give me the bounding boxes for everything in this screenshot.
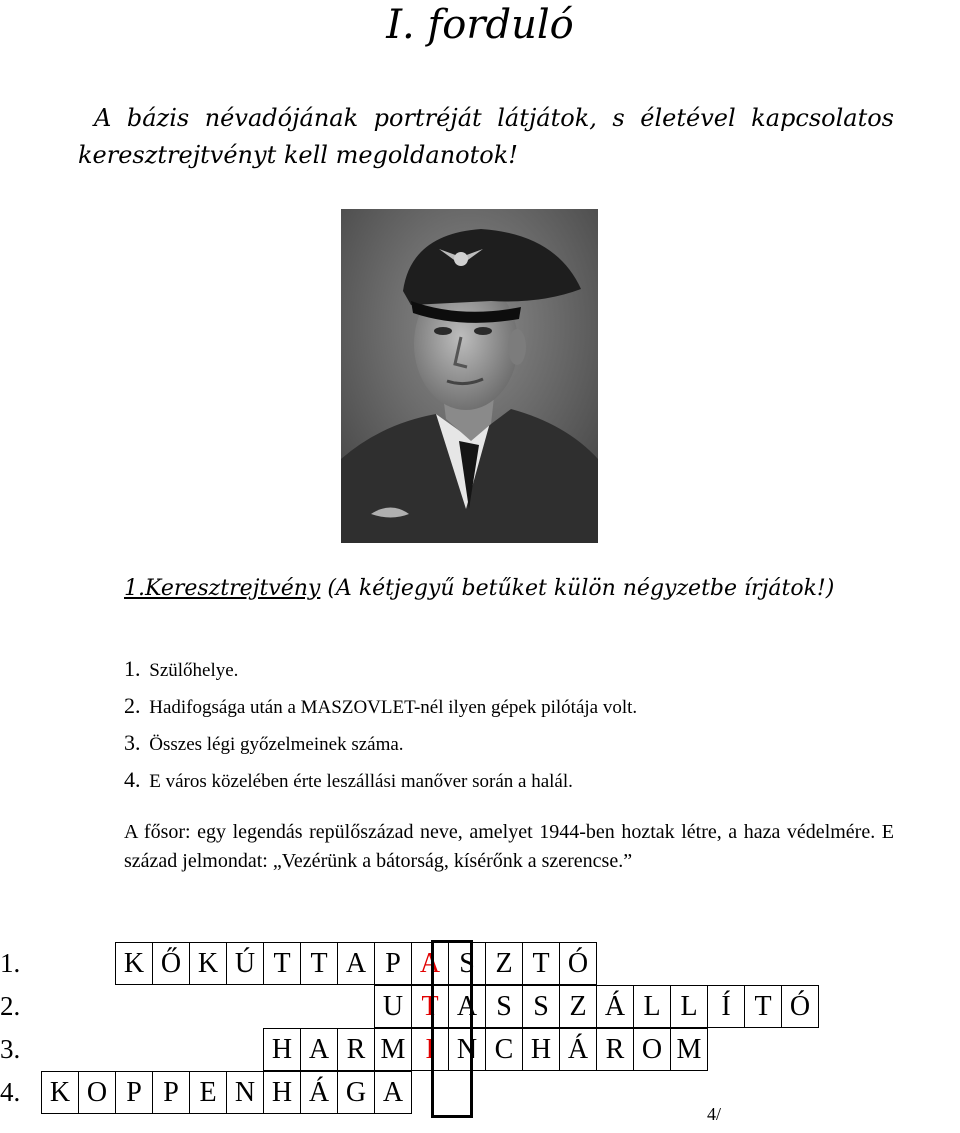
- clue-item: [124, 761, 637, 798]
- crossword-cell[interactable]: P: [152, 1071, 190, 1114]
- crossword-cell[interactable]: S: [485, 985, 523, 1028]
- crossword-heading-label: 1.Keresztrejtvény: [124, 576, 321, 601]
- crossword-cell[interactable]: Ó: [781, 985, 819, 1028]
- crossword-cell[interactable]: Á: [559, 1028, 597, 1071]
- crossword-cell[interactable]: H: [263, 1028, 301, 1071]
- crossword-row-number: 2.: [0, 991, 21, 1021]
- crossword-cell[interactable]: O: [633, 1028, 671, 1071]
- crossword-cell[interactable]: A: [337, 942, 375, 985]
- clue-item: [124, 724, 637, 761]
- crossword-cell[interactable]: S: [448, 942, 486, 985]
- crossword-cell[interactable]: E: [189, 1071, 227, 1114]
- crossword-cell[interactable]: Z: [485, 942, 523, 985]
- crossword-key-cell[interactable]: A: [411, 942, 449, 985]
- crossword-cell[interactable]: Á: [300, 1071, 338, 1114]
- clue-number: 4.: [124, 767, 141, 792]
- clue-number: 3.: [124, 730, 141, 755]
- crossword-cell[interactable]: L: [633, 985, 671, 1028]
- crossword-cell[interactable]: M: [670, 1028, 708, 1071]
- crossword-cell[interactable]: T: [263, 942, 301, 985]
- crossword-heading: [124, 576, 944, 601]
- crossword-cell[interactable]: R: [596, 1028, 634, 1071]
- crossword-row-number: 3.: [0, 1034, 21, 1064]
- pilot-portrait-image: [341, 209, 598, 543]
- clue-text: Összes légi győzelmeinek száma.: [149, 734, 404, 755]
- clue-number: 1.: [124, 656, 141, 681]
- crossword-cell[interactable]: T: [744, 985, 782, 1028]
- clue-text: E város közelében érte leszállási manőver során a halál.: [149, 771, 573, 792]
- clue-list: [124, 650, 637, 798]
- crossword-cell[interactable]: C: [485, 1028, 523, 1071]
- crossword-cell[interactable]: G: [337, 1071, 375, 1114]
- crossword-cell[interactable]: U: [374, 985, 412, 1028]
- crossword-cell[interactable]: P: [115, 1071, 153, 1114]
- crossword-cell[interactable]: Í: [707, 985, 745, 1028]
- crossword-cell[interactable]: K: [115, 942, 153, 985]
- crossword-cell[interactable]: R: [337, 1028, 375, 1071]
- crossword-key-cell[interactable]: T: [411, 985, 449, 1028]
- main-row-description: A fősor: egy legendás repülőszázad neve, amelyet 1944-ben hoztak létre, a haza védelmére. E század jelmondat: „Vezérünk a bátorság, kísérőnk a szerencse.”: [124, 821, 894, 872]
- portrait-photo: [341, 209, 598, 543]
- clue-number: 2.: [124, 693, 141, 718]
- crossword-heading-note: (A kétjegyű betűket külön négyzetbe írjátok!): [320, 576, 835, 601]
- crossword-cell[interactable]: H: [522, 1028, 560, 1071]
- clue-text: Szülőhelye.: [149, 660, 239, 681]
- crossword-cell[interactable]: Ó: [559, 942, 597, 985]
- clue-item: [124, 687, 637, 724]
- main-row-highlight: [431, 940, 473, 1118]
- crossword-cell[interactable]: K: [189, 942, 227, 985]
- crossword-cell[interactable]: M: [374, 1028, 412, 1071]
- page-title: I. forduló: [386, 2, 574, 48]
- crossword-key-cell[interactable]: I: [411, 1028, 449, 1071]
- crossword-cell[interactable]: A: [448, 985, 486, 1028]
- page-number: 4/: [707, 1104, 722, 1124]
- crossword-cell[interactable]: Á: [596, 985, 634, 1028]
- crossword-cell[interactable]: K: [41, 1071, 79, 1114]
- crossword-cell[interactable]: N: [448, 1028, 486, 1071]
- crossword-cell[interactable]: Z: [559, 985, 597, 1028]
- intro-text: A bázis névadójának portréját látjátok, s életével kapcsolatos keresztrejtvényt kell megoldanotok!: [78, 104, 894, 169]
- clue-text: Hadifogsága után a MASZOVLET-nél ilyen gépek pilótája volt.: [149, 697, 638, 718]
- crossword-cell[interactable]: O: [78, 1071, 116, 1114]
- clue-item: [124, 650, 637, 687]
- crossword-row-number: 1.: [0, 948, 21, 978]
- crossword-cell[interactable]: Ú: [226, 942, 264, 985]
- crossword-cell[interactable]: T: [300, 942, 338, 985]
- crossword-cell[interactable]: A: [300, 1028, 338, 1071]
- crossword-cell[interactable]: Ő: [152, 942, 190, 985]
- crossword-cell[interactable]: P: [374, 942, 412, 985]
- crossword-cell[interactable]: S: [522, 985, 560, 1028]
- crossword-cell[interactable]: N: [226, 1071, 264, 1114]
- crossword-row-number: 4.: [0, 1077, 21, 1107]
- crossword-cell[interactable]: A: [374, 1071, 412, 1114]
- crossword-cell[interactable]: L: [670, 985, 708, 1028]
- crossword-cell[interactable]: H: [263, 1071, 301, 1114]
- crossword-cell[interactable]: T: [522, 942, 560, 985]
